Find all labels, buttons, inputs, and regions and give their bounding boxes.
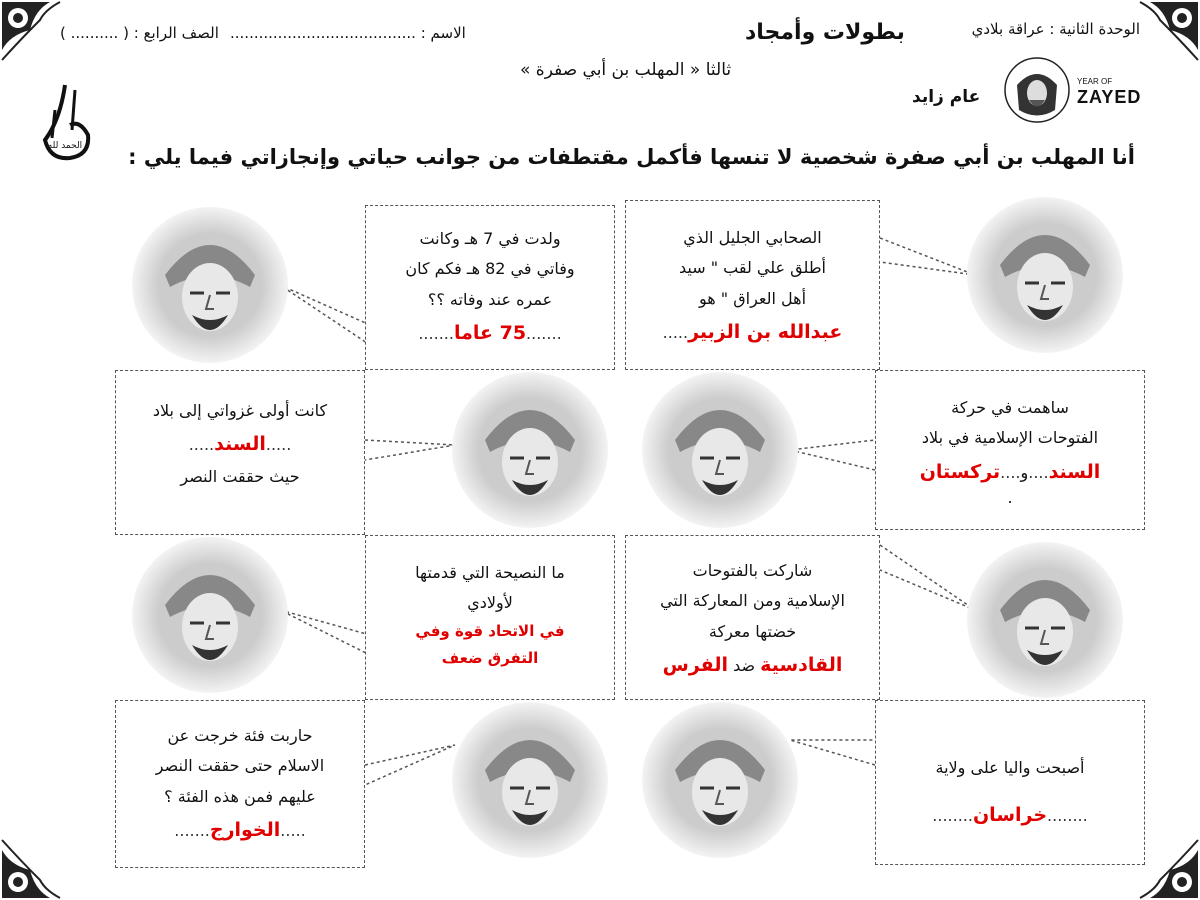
card-khawarij [115,700,365,868]
page-title: بطولات وأمجاد [745,20,905,45]
card-text: خضتها معركة [708,621,797,641]
answer-text: في الاتحاد قوة وفي [415,621,565,640]
card-text: عمره عند وفاته ؟؟ [427,289,553,309]
portrait-icon [640,370,800,530]
card-text: ما النصيحة التي قدمتها [415,563,565,582]
card-text: الصحابي الجليل الذي [683,228,822,247]
card-text: أصبحت واليا على ولاية [935,758,1085,777]
portrait-icon [130,205,290,365]
card-text: عليهم فمن هذه الفئة ؟ [164,786,316,806]
card-text: ساهمت في حركة [951,398,1069,417]
page-subtitle: ثالثا « المهلب بن أبي صفرة » [520,60,732,80]
card-age [365,205,615,370]
answer-field[interactable]: .....السند..... [188,433,292,456]
card-companion [625,200,880,370]
answer-field[interactable]: عبدالله بن الزبير..... [662,321,843,344]
card-text: لأولادي [467,593,513,613]
card-advice [365,535,615,700]
calligraphy-logo [30,80,100,165]
connector-text: و [1020,462,1029,482]
portrait-icon [450,370,610,530]
card-battle-qadisiyyah [625,535,880,700]
zayed-logo-name: ZAYED [1077,87,1142,107]
zayed-portrait-icon [997,55,1077,125]
zayed-logo-small-text: YEAR OF [1077,77,1113,86]
card-text: الفتوحات الإسلامية في بلاد [921,428,1099,448]
year-of-zayed-logo [912,55,1147,125]
card-governor [875,700,1145,865]
answer-text: التفرق ضعف [441,648,539,667]
answer-text: الخوارج [209,819,281,842]
answer-text: القادسية [760,654,843,677]
portrait-icon [130,535,290,695]
card-text: ولدت في 7 هـ وكانت [419,229,561,248]
card-text: كانت أولى غزواتي إلى بلاد [152,401,328,420]
card-text: الاسلام حتى حققت النصر [155,756,325,776]
answer-text: السند [214,433,266,456]
answer-field[interactable]: ........خراسان........ [932,804,1088,827]
answer-field[interactable]: .......75 عاما....... [418,322,562,345]
unit-label: الوحدة الثانية : عراقة بلادي [971,20,1140,38]
card-text: أطلق علي لقب " سيد [678,258,826,278]
answer-field[interactable] [366,619,614,643]
answer-text: 75 عاما [453,322,527,345]
answer-field[interactable]: السند....و....تركستان [919,460,1101,483]
portrait-icon [640,700,800,860]
card-conquests [875,370,1145,530]
card-text: أهل العراق " هو [698,288,807,308]
portrait-icon [965,195,1125,355]
card-text: حاربت فئة خرجت عن [167,726,313,745]
class-field[interactable]: الصف الرابع : ( .......... ) [60,24,219,42]
card-text: وفاتي في 82 هـ فكم كان [405,259,575,279]
intro-text: أنا المهلب بن أبي صفرة شخصية لا تنسها فأكمل مقتطفات من جوانب حياتي وإنجازاتي فيما يلي : [128,145,1135,169]
connector-text: ضد [733,656,756,676]
calligraphy-logo-text: الحمد لله [47,141,83,151]
card-text: . [1007,487,1013,507]
portrait-icon [965,540,1125,700]
answer-text: خراسان [972,804,1048,827]
portrait-icon [450,700,610,860]
answer-text: السند [1048,460,1101,483]
zayed-logo-arabic: عام زايد [912,87,981,107]
card-text: الإسلامية ومن المعاركة التي [660,591,845,611]
card-text: حيث حققت النصر [180,467,300,487]
card-text: شاركت بالفتوحات [692,561,813,580]
card-first-battle [115,370,365,535]
answer-text: عبدالله بن الزبير [688,321,843,344]
corner-ornament-bottom-left [0,830,70,900]
answer-text: الفرس [662,654,728,677]
answer-field[interactable] [626,647,879,683]
answer-field[interactable] [366,643,614,673]
student-name-field[interactable]: الاسم : ....................................... [230,24,466,42]
answer-field[interactable]: .....الخوارج....... [174,819,306,842]
answer-text: تركستان [919,460,1001,483]
